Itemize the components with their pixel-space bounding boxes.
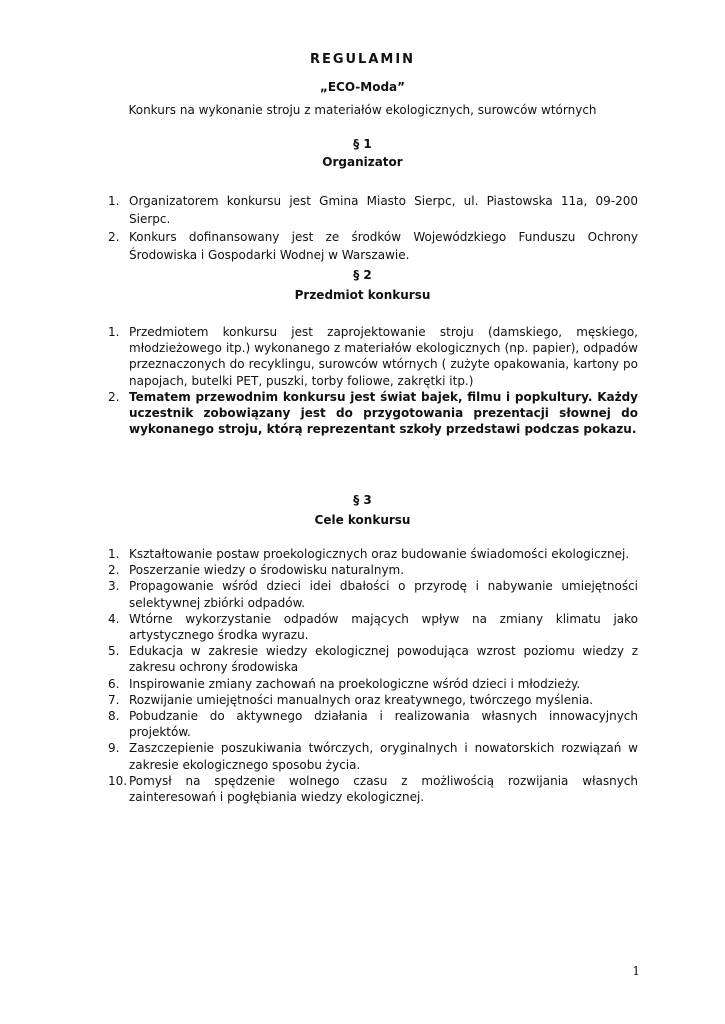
section-2-list (108, 324, 638, 437)
document-subtitle: „ECO-Moda” (319, 80, 406, 94)
list-item-number: 1. (108, 547, 120, 561)
list-item-number: 1. (108, 325, 120, 339)
list-item-text: Wtórne wykorzystanie odpadów mających wpływ na zmiany klimatu jako artystycznego środka wyrazu. (129, 611, 638, 643)
list-item-number: 7. (108, 692, 120, 707)
section-2-title: Przedmiot konkursu (294, 288, 431, 302)
list-item (108, 562, 638, 578)
list-item-number: 4. (108, 611, 120, 626)
list-item (108, 643, 638, 675)
section-2-number: § 2 (353, 268, 372, 282)
list-item (108, 740, 638, 772)
document-intro: Konkurs na wykonanie stroju z materiałów ekologicznych, surowców wtórnych (128, 103, 597, 117)
list-item-number: 8. (108, 709, 120, 724)
list-item-number: 6. (108, 676, 120, 691)
list-item-number: 2. (108, 563, 120, 578)
section-3-number: § 3 (353, 493, 372, 507)
list-item (108, 692, 638, 708)
list-item-text: Przedmiotem konkursu jest zaprojektowanie stroju (damskiego, męskiego, młodzieżowego itp.) wykonanego z materiałów ekologicznych (np. papier), odpadów przeznaczonych do recyklingu, surowców wtórnych ( zużyte opakowania, kartony po napojach, butelki PET, puszki, torby foliowe, zakrętki itp.) (129, 325, 638, 388)
section-1-list (108, 192, 638, 264)
list-item (108, 708, 638, 740)
section-3-list (108, 546, 638, 805)
list-item-text: Zaszczepienie poszukiwania twórczych, oryginalnych i nowatorskich rozwiązań w zakresie ekologicznego sposobu życia. (129, 741, 638, 772)
list-item-text: Tematem przewodnim konkursu jest świat bajek, filmu i popkultury. Każdy uczestnik zobowiązany jest do przygotowania prezentacji słownej do wykonanego stroju, którą reprezentant szkoły przedstawi podczas pokazu. (129, 389, 638, 437)
list-item-text: Konkurs dofinansowany jest ze środków Wojewódzkiego Funduszu Ochrony Środowiska i Gospodarki Wodnej w Warszawie. (129, 230, 638, 262)
list-item-text: Pomysł na spędzenie wolnego czasu z możliwością rozwijania własnych zainteresowań i pogłębiania wiedzy ekologicznej. (129, 773, 638, 805)
list-item (108, 389, 638, 438)
list-item-number: 3. (108, 579, 120, 594)
section-1-number: § 1 (353, 137, 372, 151)
list-item-number: 9. (108, 741, 120, 756)
list-item (108, 546, 638, 562)
list-item-number: 10. (108, 773, 128, 788)
list-item (108, 324, 638, 389)
list-item-text: Edukacja w zakresie wiedzy ekologicznej powodująca wzrost poziomu wiedzy z zakresu ochrony środowiska (129, 644, 638, 675)
section-3-title: Cele konkursu (314, 513, 411, 527)
list-item-number: 2. (108, 389, 120, 404)
list-item-number: 5. (108, 644, 120, 659)
list-item (108, 611, 638, 643)
list-item-number: 1. (108, 194, 120, 208)
list-item-text: Inspirowanie zmiany zachowań na proekologiczne wśród dzieci i młodzieży. (129, 676, 581, 691)
list-item-text: Poszerzanie wiedzy o środowisku naturalnym. (129, 563, 405, 578)
section-1-title: Organizator (322, 155, 403, 169)
list-item (108, 773, 638, 805)
list-item (108, 676, 638, 692)
list-item-text: Organizatorem konkursu jest Gmina Miasto Sierpc, ul. Piastowska 11a, 09-200 Sierpc. (129, 194, 638, 226)
list-item (108, 228, 638, 264)
list-item (108, 192, 638, 228)
list-item-text: Pobudzanie do aktywnego działania i realizowania własnych innowacyjnych projektów. (129, 709, 638, 740)
page-number: 1 (632, 964, 640, 978)
list-item (108, 578, 638, 610)
document-title: REGULAMIN (309, 52, 416, 67)
list-item-text: Kształtowanie postaw proekologicznych oraz budowanie świadomości ekologicznej. (129, 547, 630, 561)
list-item-text: Rozwijanie umiejętności manualnych oraz kreatywnego, twórczego myślenia. (129, 692, 594, 707)
list-item-text: Propagowanie wśród dzieci idei dbałości o przyrodę i nabywanie umiejętności selektywnej zbiórki odpadów. (129, 579, 638, 610)
list-item-number: 2. (108, 230, 120, 244)
